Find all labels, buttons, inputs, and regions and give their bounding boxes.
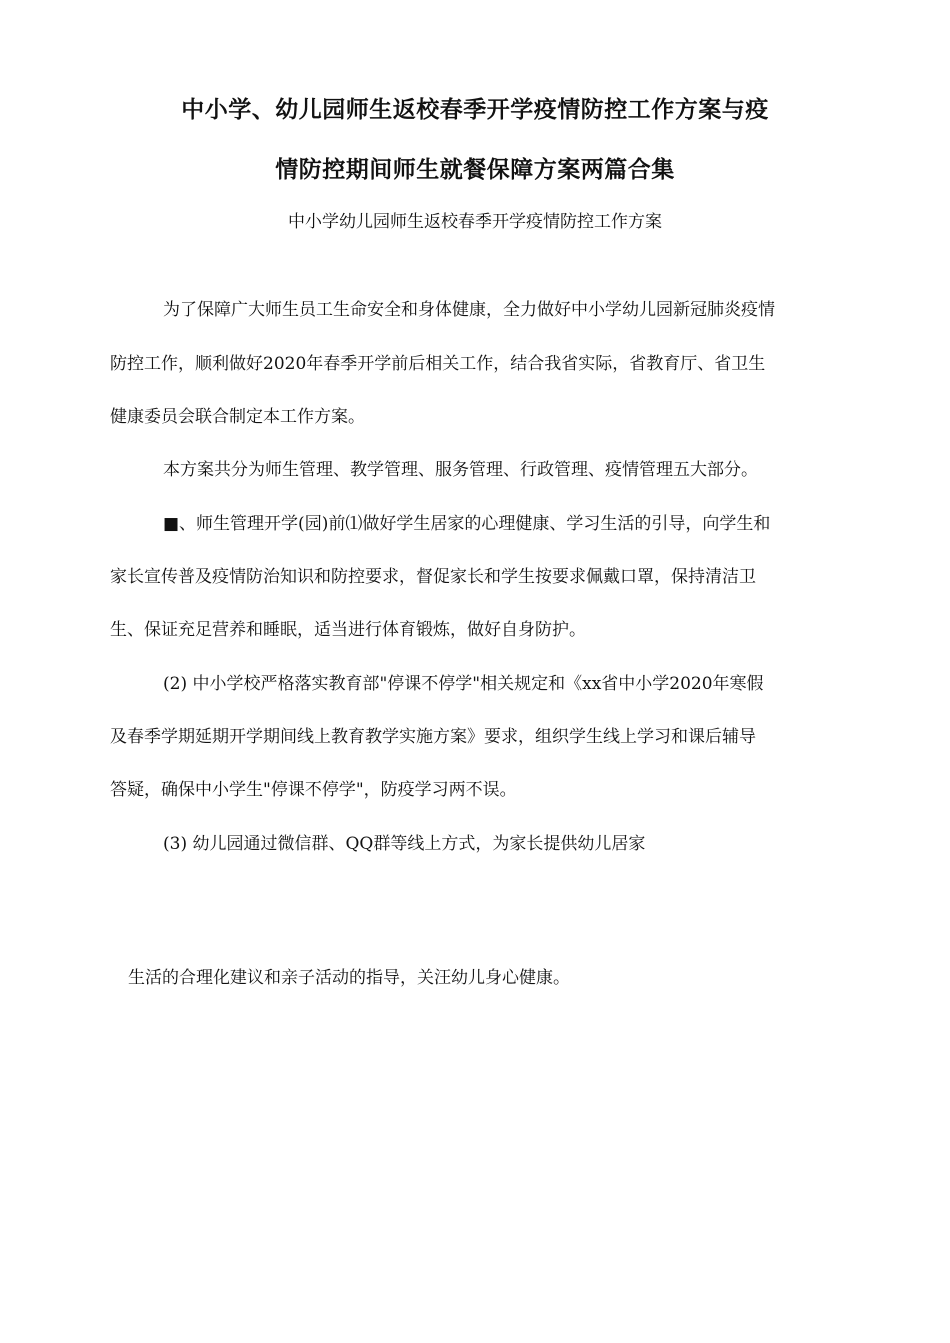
body-line: 生、保证充足营养和睡眠，适当进行体育锻炼，做好自身防护。 xyxy=(110,620,586,640)
body-line: 为了保障广大师生员工生命安全和身体健康，全力做好中小学幼儿园新冠肺炎疫情 xyxy=(163,300,775,320)
body-line: ■、师生管理开学(园)前⑴做好学生居家的心理健康、学习生活的引导，向学生和 xyxy=(163,514,771,534)
document-title-line-1: 中小学、幼儿园师生返校春季开学疫情防控工作方案与疫 xyxy=(181,97,769,123)
document-title-line-2: 情防控期间师生就餐保障方案两篇合集 xyxy=(275,157,675,183)
body-line: 本方案共分为师生管理、教学管理、服务管理、行政管理、疫情管理五大部分。 xyxy=(163,460,758,480)
body-line: 及春季学期延期开学期间线上教育教学实施方案》要求，组织学生线上学习和课后辅导 xyxy=(110,727,756,747)
body-line: (2) 中小学校严格落实教育部"停课不停学"相关规定和《xx省中小学2020年寒假 xyxy=(163,674,764,694)
body-line: (3) 幼儿园通过微信群、QQ群等线上方式，为家长提供幼儿居家 xyxy=(163,834,646,854)
body-line: 健康委员会联合制定本工作方案。 xyxy=(110,407,365,427)
body-line: 家长宣传普及疫情防治知识和防控要求，督促家长和学生按要求佩戴口罩，保持清洁卫 xyxy=(110,567,756,587)
document-subtitle: 中小学幼儿园师生返校春季开学疫情防控工作方案 xyxy=(288,212,662,232)
body-line: 防控工作，顺利做好2020年春季开学前后相关工作，结合我省实际，省教育厅、省卫生 xyxy=(110,354,766,374)
body-line: 生活的合理化建议和亲子活动的指导，关汪幼儿身心健康。 xyxy=(128,968,570,988)
body-line: 答疑，确保中小学生"停课不停学"，防疫学习两不误。 xyxy=(110,780,517,800)
